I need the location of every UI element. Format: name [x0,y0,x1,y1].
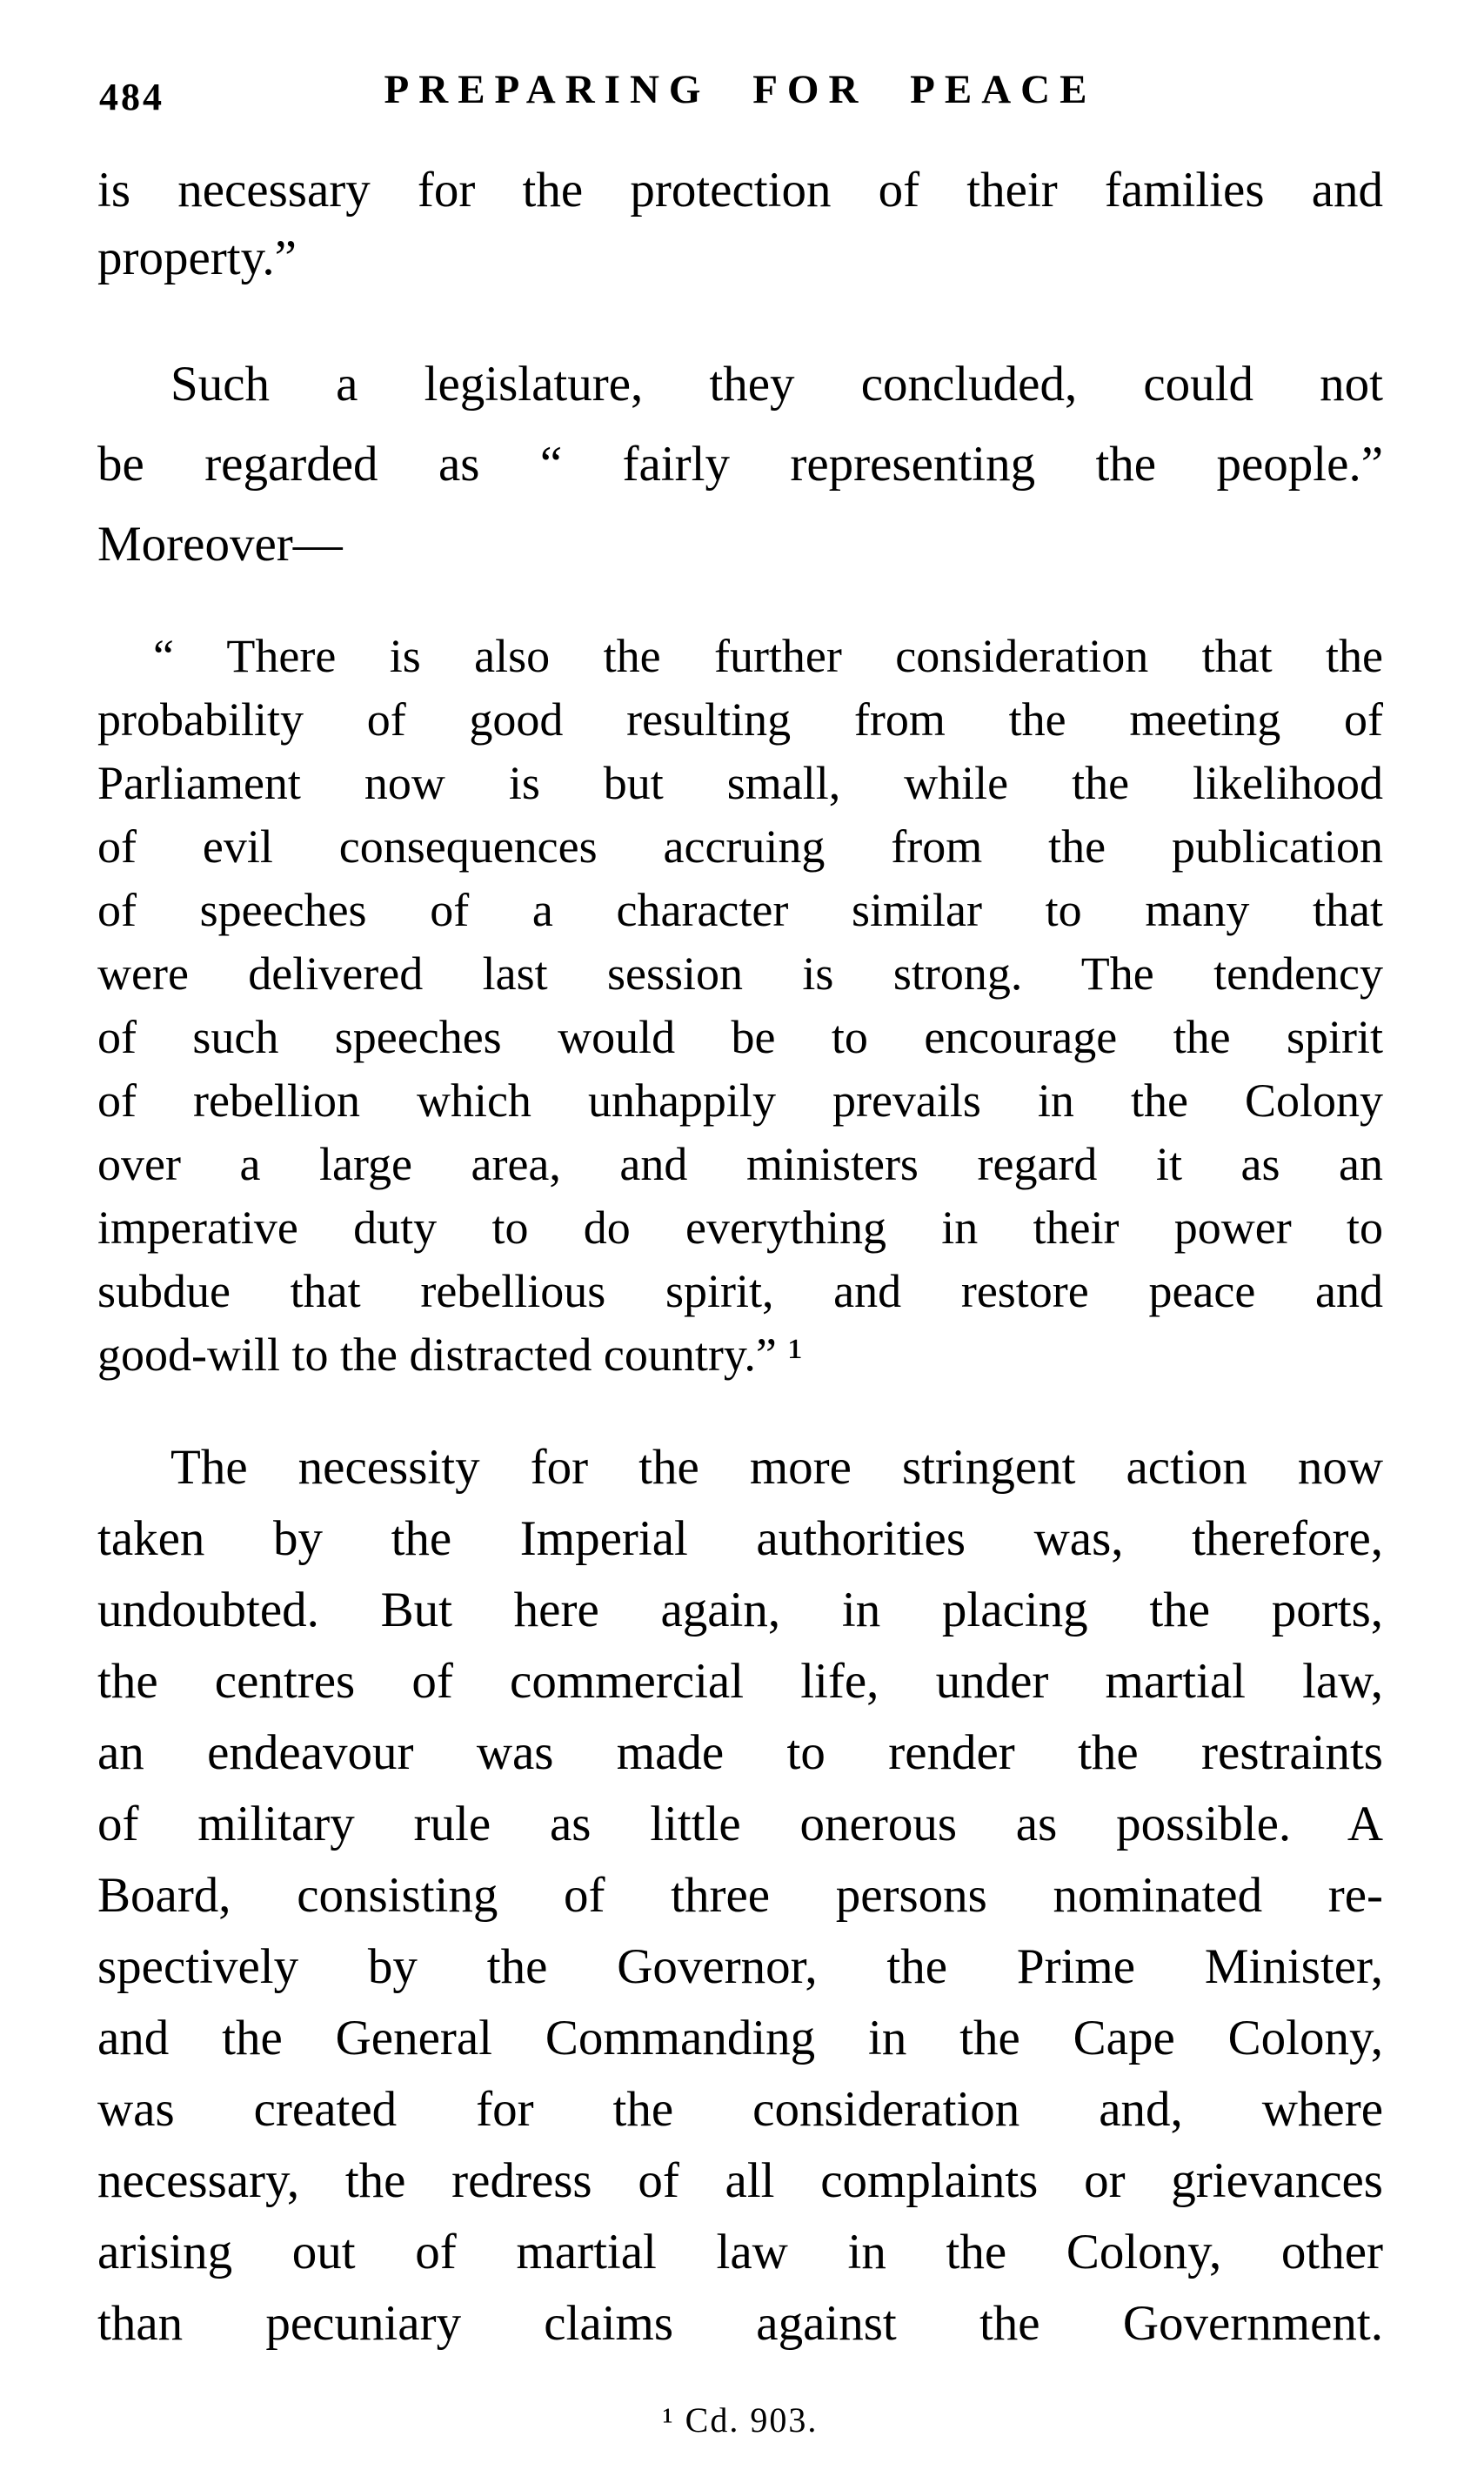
page-header [97,66,1383,127]
text-line: of evil consequences accruing from the publication [97,820,1383,873]
text-line: were delivered last session is strong. The tendency [97,947,1383,1000]
text-line: Parliament now is but small, while the likelihood [97,757,1383,809]
paragraph-continuation [97,157,1383,292]
text-line: imperative duty to do everything in their power to [97,1202,1383,1254]
text-line: Such a legislature, they concluded, could not [170,357,1383,412]
text-line: over a large area, and ministers regard it as an [97,1138,1383,1190]
text-line: Moreover— [97,517,343,572]
footnote: ¹ Cd. 903. [662,2400,819,2440]
text-line: of rebellion which unhappily prevails in the Colony [97,1074,1383,1127]
text-line: spectively by the Governor, the Prime Minister, [97,1939,1383,1994]
text-line: of military rule as little onerous as possible. A [97,1797,1383,1851]
text-line: good-will to the distracted country.” ¹ [97,1329,803,1381]
text-line: The necessity for the more stringent action now [170,1440,1383,1495]
text-line: “ There is also the further consideration that the [153,630,1383,682]
paragraph-legislature [97,345,1383,585]
text-line: necessary, the redress of all complaints or grievances [97,2153,1383,2208]
text-line: of such speeches would be to encourage the spirit [97,1011,1383,1063]
text-line: subdue that rebellious spirit, and restore peace and [97,1265,1383,1317]
text-line: arising out of martial law in the Colony, other [97,2225,1383,2279]
text-line: be regarded as “ fairly representing the people.” [97,437,1383,492]
text-line: probability of good resulting from the meeting of [97,693,1383,746]
text-line: undoubted. But here again, in placing the ports, [97,1583,1383,1637]
text-line: the centres of commercial life, under martial law, [97,1654,1383,1709]
text-line: an endeavour was made to render the restraints [97,1725,1383,1780]
text-line: of speeches of a character similar to many that [97,884,1383,936]
text-line: property.” [97,231,297,285]
text-line: taken by the Imperial authorities was, therefore, [97,1511,1383,1566]
paragraph-martial-law [97,1432,1383,2360]
block-quote [97,625,1383,1387]
page-number: 484 [99,76,164,118]
text-line: was created for the consideration and, where [97,2082,1383,2137]
text-line: and the General Commanding in the Cape Colony, [97,2011,1383,2065]
text-line: Board, consisting of three persons nominated re- [97,1868,1383,1923]
text-line: than pecuniary claims against the Government. [97,2296,1383,2351]
text-line: is necessary for the protection of their families and [97,163,1383,218]
running-title: PREPARING FOR PEACE [384,67,1097,112]
